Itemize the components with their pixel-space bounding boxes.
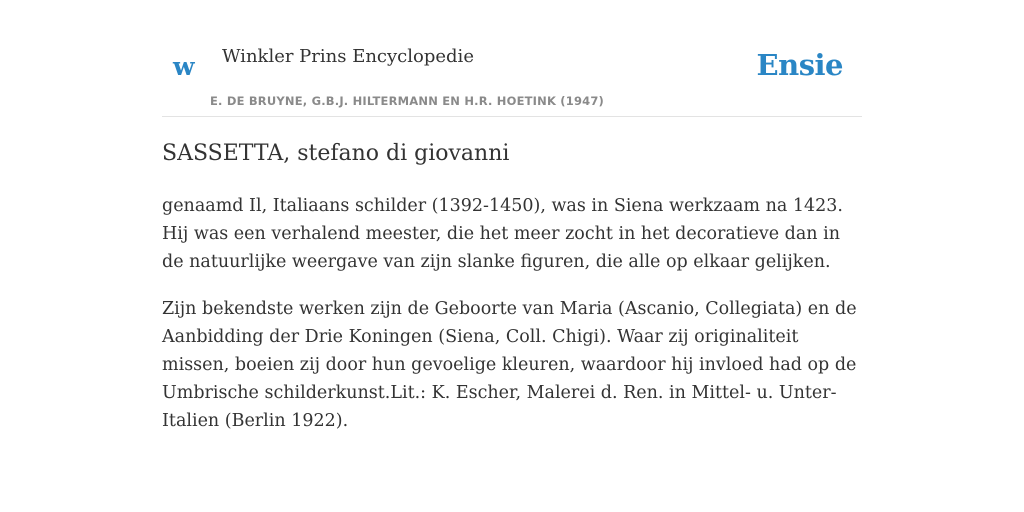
article-paragraph: genaamd Il, Italiaans schilder (1392-1450), was in Siena werkzaam na 1423. Hij was een verhalend meester, die het meer zocht in het decoratieve dan in de natuurlijke weergave van zijn slanke figuren, die alle op elkaar gelijken.: [162, 196, 843, 272]
publication-authors: E. DE BRUYNE, G.B.J. HILTERMANN EN H.R. HOETINK (1947): [210, 94, 605, 108]
article-body: [162, 192, 862, 454]
article-title: SASSETTA, stefano di giovanni: [162, 141, 510, 166]
ensie-logo[interactable]: Ensie: [756, 48, 843, 82]
source-header: [162, 0, 862, 117]
winkler-prins-logo[interactable]: w: [173, 52, 195, 81]
page-container: [162, 0, 862, 431]
publication-title[interactable]: Winkler Prins Encyclopedie: [222, 46, 474, 67]
article-paragraph: Zijn bekendste werken zijn de Geboorte van Maria (Ascanio, Collegiata) en de Aanbidding der Drie Koningen (Siena, Coll. Chigi). Waar zij originaliteit missen, boeien zij door hun gevoelige kleuren, waardoor hij invloed had op de Umbrische schilderkunst.Lit.: K. Escher, Malerei d. Ren. in Mittel- u. Unter-Italien (Berlin 1922).: [162, 299, 857, 431]
